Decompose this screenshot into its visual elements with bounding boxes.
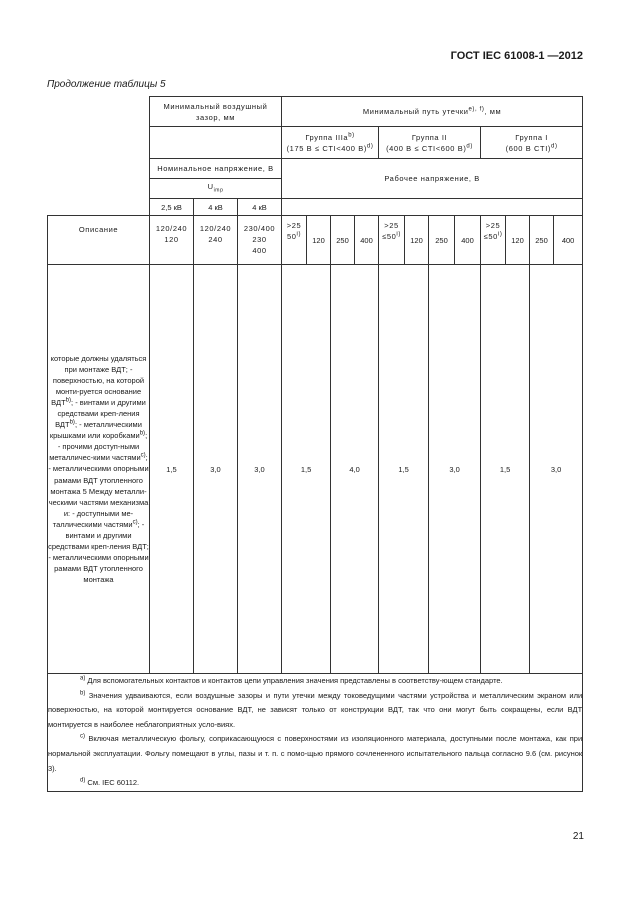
- footnote-d: $^{d)}$ См. IEC 60112.: [80, 777, 140, 788]
- footnote-c: $^{c)}$ Включая металлическую фольгу, соприкасающуюся с поверхностями из изоляционного материала, доступными после монтажа, как при нормальной эксплуатации. Фольгу помещают в углы, пазы и т. п. с помо-щью прямого сочлененного испытательного пальца согласно 9.6 (см. рисунок 3).: [48, 733, 583, 773]
- description-cell: которые должны удаляться при монтаже ВДТ; - поверхностью, на которой монти-руется основание ВДТ$^{b)}$; - винтами и другими средствами креп-ления ВДТ$^{b)}$; - металлическими крышками или коробками$^{b)}$; - прочими доступ-ными металличес-кими частями$^{c)}$; - металлическими опорными рамами ВДТ утопленного монтажа 5 Между металли-ческими частями механизма и: - доступными ме-таллическими частями$^{c)}$; - винтами и другими средствами креп-ления ВДТ; - металлическими опорными рамами ВДТ утопленного монтажа: [48, 265, 150, 674]
- blank-corner: [48, 127, 150, 159]
- value-i-high: 3,0: [530, 265, 583, 674]
- table-continuation-caption: Продолжение таблицы 5: [47, 79, 166, 90]
- voltage-col-2: 120/240 240: [194, 216, 238, 265]
- blank-corner: [48, 199, 150, 216]
- min-creepage-header: Минимальный путь утечки$^{e), f)}$, мм: [282, 97, 583, 127]
- group-i-header: Группа I (600 В CTI)$^{d)}$: [481, 127, 583, 159]
- kv-cell: 4 кВ: [238, 199, 282, 216]
- description-header: Описание: [48, 216, 150, 265]
- group-ii-col: 250: [429, 216, 455, 265]
- value-i-low: 1,5: [481, 265, 530, 674]
- working-voltage-header: Рабочее напряжение, В: [282, 159, 583, 199]
- group-i-col: 400: [554, 216, 583, 265]
- voltage-col-3: 230/400 230 400: [238, 216, 282, 265]
- footnotes: [48, 674, 583, 792]
- group-iiia-col: 120: [307, 216, 331, 265]
- page-number: 21: [572, 831, 584, 842]
- rated-voltage-header: Номинальное напряжение, В: [150, 159, 282, 179]
- value-iiia-low: 1,5: [282, 265, 331, 674]
- clearance-creepage-table: [47, 96, 583, 792]
- value-clearance-1: 1,5: [150, 265, 194, 674]
- min-clearance-header: Минимальный воздушный зазор, мм: [150, 97, 282, 127]
- kv-cell: 2,5 кВ: [150, 199, 194, 216]
- footnote-b: $^{b)}$ Значения удваиваются, если воздушные зазоры и пути утечки между токоведущими частями устройства и металлическим экраном или поверхностью, на которой монтируется основание ВДТ, не зависят только от конструкции ВДТ, так что они могут быть сокращены, если ВДТ монтируется в наиболее неблагоприятных усло-виях.: [48, 690, 583, 729]
- blank-cell: [282, 199, 583, 216]
- group-i-col-first: >25 $\le 50^{i)}$: [481, 216, 506, 265]
- group-ii-col-first: >25 $\le 50^{i)}$: [379, 216, 405, 265]
- value-ii-high: 3,0: [429, 265, 481, 674]
- value-clearance-3: 3,0: [238, 265, 282, 674]
- group-iiia-header: Группа IIIa$^{b)}$ (175 В ≤ CTI<400 В)$^{d)}$: [282, 127, 379, 159]
- group-ii-col: 400: [455, 216, 481, 265]
- value-clearance-2: 3,0: [194, 265, 238, 674]
- standard-number: ГОСТ IEC 61008-1 —2012: [450, 50, 583, 62]
- kv-cell: 4 кВ: [194, 199, 238, 216]
- voltage-col-1: 120/240 120: [150, 216, 194, 265]
- blank-corner: [48, 97, 150, 127]
- group-ii-header: Группа II (400 В ≤ CTI<600 В)$^{d)}$: [379, 127, 481, 159]
- group-i-col: 250: [530, 216, 554, 265]
- group-iiia-col: 250: [331, 216, 355, 265]
- group-iiia-col: 400: [355, 216, 379, 265]
- u-imp-header: $U_{imp}$: [150, 179, 282, 199]
- value-iiia-high: 4,0: [331, 265, 379, 674]
- group-i-col: 120: [506, 216, 530, 265]
- group-iiia-col-first: >25 50$^{i)}$: [282, 216, 307, 265]
- blank-corner: [48, 159, 150, 199]
- footnote-a: $^{a)}$ Для вспомогательных контактов и контактов цепи управления значения представлены в соответству-ющем стандарте.: [80, 675, 503, 685]
- value-ii-low: 1,5: [379, 265, 429, 674]
- blank-cell: [150, 127, 282, 159]
- group-ii-col: 120: [405, 216, 429, 265]
